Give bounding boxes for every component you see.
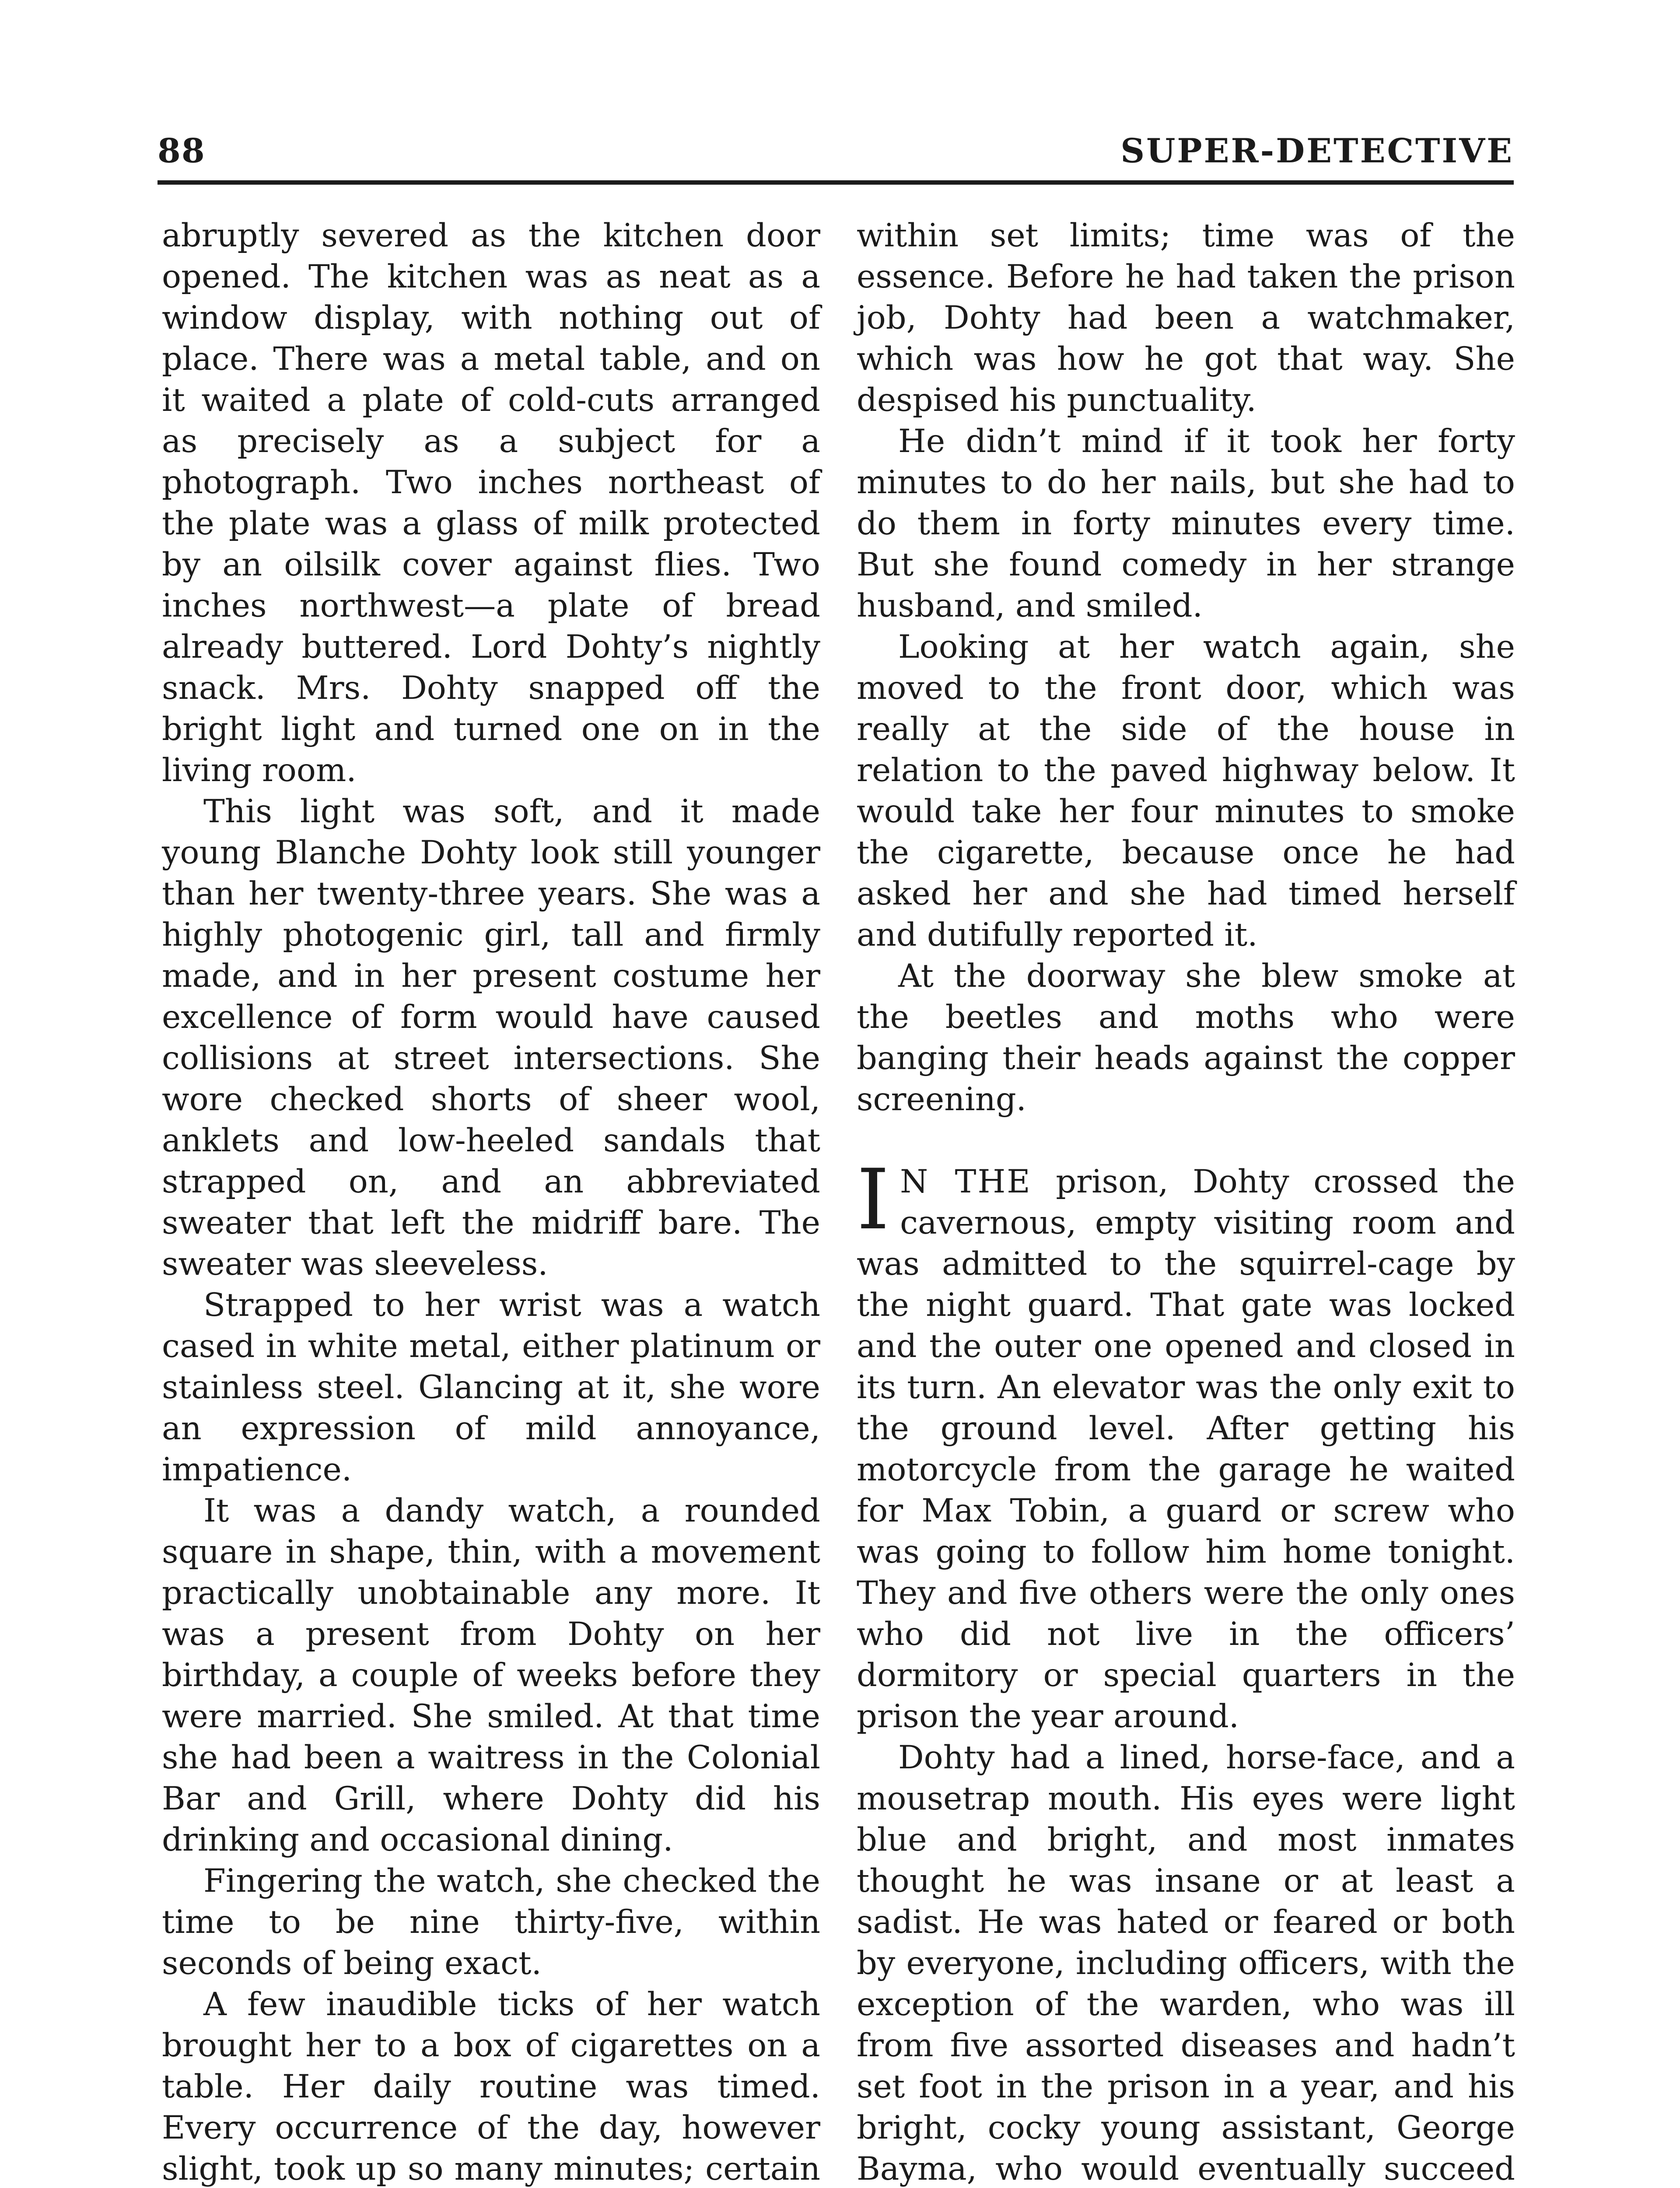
paragraph: Dohty had a lined, horse-face, and a mousetrap mouth. His eyes were light blue and bright, and most inmates thought he was insane or at least a sadist. He was hated or feared or both by everyone, including officers, with the exception of the warden, who was ill from five assorted diseases and hadn’t set foot in the prison in a year, and his bright, cocky young assistant, George Bayma, who would eventually succeed (857, 1739, 1515, 2188)
page-number: 88 (158, 131, 206, 170)
paragraph: This light was soft, and it made young Blanche Dohty look still younger than her twenty-three years. She was a highly photogenic girl, tall and firmly made, and in her present costume her excellence of form would have caused collisions at street intersections. She wore checked shorts of sheer wool, anklets and low-heeled sandals that strapped on, and an abbreviated sweater that left the midriff bare. The sweater was sleeveless. (162, 793, 820, 1283)
section-opening-paragraph (857, 1151, 1515, 1737)
paragraph: within set limits; time was of the essence. Before he had taken the prison job, Dohty had been a watchmaker, which was how he got that way. She despised his punctuality. (857, 217, 1515, 419)
running-head: SUPER-DETECTIVE (1120, 131, 1514, 170)
paragraph: Looking at her watch again, she moved to the front door, which was really at the side of the house in relation to the paved highway below. It would take her four minutes to smoke the cigarette, because once he had asked her and she had timed herself and dutifully reported it. (857, 628, 1515, 954)
right-column (857, 215, 1515, 2188)
paragraph: Fingering the watch, she checked the time to be nine thirty-five, within seconds of being exact. (162, 1862, 820, 1982)
header-rule (158, 180, 1514, 185)
page-header (158, 131, 1514, 184)
paragraph: It was a dandy watch, a rounded square in shape, thin, with a movement practically unobtainable any more. It was a present from Dohty on her birthday, a couple of weeks before they were married. She smiled. At that time she had been a waitress in the Colonial Bar and Grill, where Dohty did his drinking and occasional dining. (162, 1492, 820, 1858)
paragraph: Strapped to her wrist was a watch cased in white metal, either platinum or stainless steel. Glancing at it, she wore an expression of mild annoyance, impatience. (162, 1287, 820, 1488)
paragraph-text: prison, Dohty crossed the cavernous, empty visiting room and was admitted to the squirrel-cage by the night guard. That gate was locked and the outer one opened and closed in its turn. An elevator was the only exit to the ground level. After getting his motorcycle from the garage he waited for Max Tobin, a guard or screw who was going to follow him home tonight. They and five others were the only ones who did not live in the officers’ dormitory or special quarters in the prison the year around. (857, 1163, 1515, 1735)
paragraph: abruptly severed as the kitchen door opened. The kitchen was as neat as a window display, with nothing out of place. There was a metal table, and on it waited a plate of cold-cuts arranged as precisely as a subject for a photograph. Two inches northeast of the plate was a glass of milk protected by an oilsilk cover against flies. Two inches northwest—a plate of bread already buttered. Lord Dohty’s nightly snack. Mrs. Dohty snapped off the bright light and turned one on in the living room. (162, 217, 820, 789)
paragraph: At the doorway she blew smoke at the beetles and moths who were banging their heads against the copper screening. (857, 957, 1515, 1118)
paragraph: A few inaudible ticks of her watch brought her to a box of cigarettes on a table. Her daily routine was timed. Every occurrence of the day, however slight, took up so many minutes; certain (162, 1986, 820, 2188)
paragraph: He didn’t mind if it took her forty minutes to do her nails, but she had to do them in forty minutes every time. But she found comedy in her strange husband, and smiled. (857, 423, 1515, 624)
drop-cap: I (857, 1151, 890, 1248)
section-break (857, 1120, 1515, 1161)
left-column (162, 215, 820, 2188)
lead-in-caps: N THE (900, 1163, 1032, 1200)
